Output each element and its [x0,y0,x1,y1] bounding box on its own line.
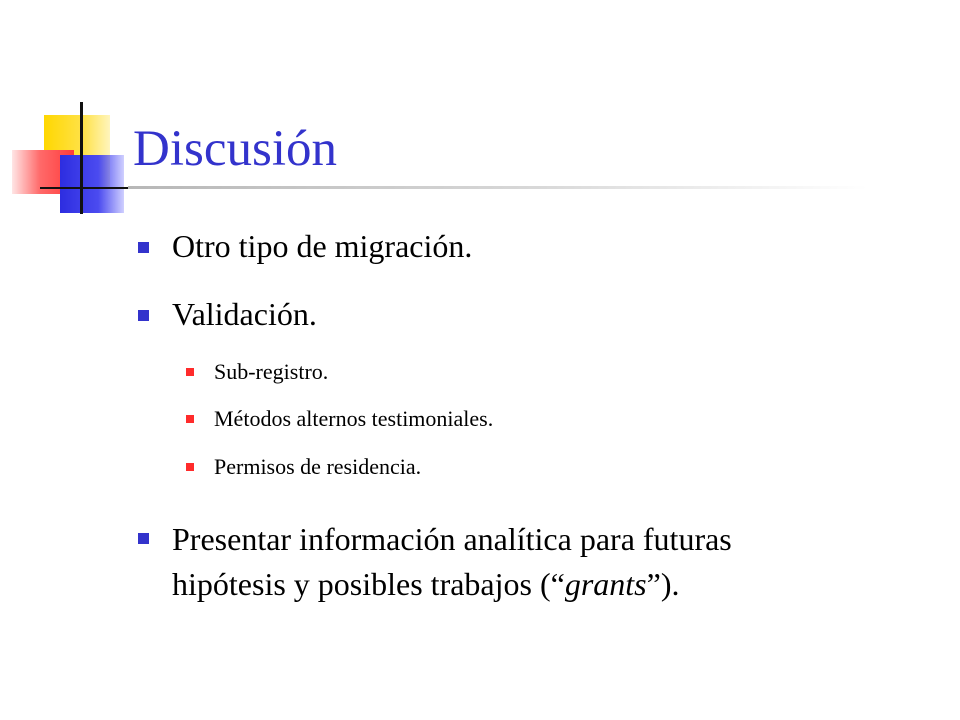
bullet-text-segment: ”). [646,566,680,602]
sub-bullet-text: Permisos de residencia. [214,454,422,479]
square-bullet-icon [138,310,149,321]
bullet-text-italic: grants [564,566,647,602]
bullet-text: Validación. [172,296,317,332]
sub-bullet-item [186,405,493,433]
sub-bullet-item [186,453,421,481]
slide-title: Discusión [133,121,337,177]
square-bullet-icon [186,463,194,471]
sub-bullet-item [186,358,328,386]
bullet-text-line-2 [172,562,932,607]
square-bullet-icon [186,368,194,376]
square-bullet-icon [186,415,194,423]
square-bullet-icon [138,533,149,544]
square-bullet-icon [138,242,149,253]
bullet-text-line-1: Presentar información analítica para futuras [172,521,732,557]
bullet-text [172,517,932,607]
bullet-item [138,226,472,267]
bullet-text: Otro tipo de migración. [172,228,473,264]
bullet-item [138,517,932,607]
bullet-text-segment: hipótesis y posibles trabajos (“ [172,566,565,602]
sub-bullet-text: Métodos alternos testimoniales. [214,406,494,431]
sub-bullet-text: Sub-registro. [214,359,329,384]
bullet-item [138,294,317,335]
